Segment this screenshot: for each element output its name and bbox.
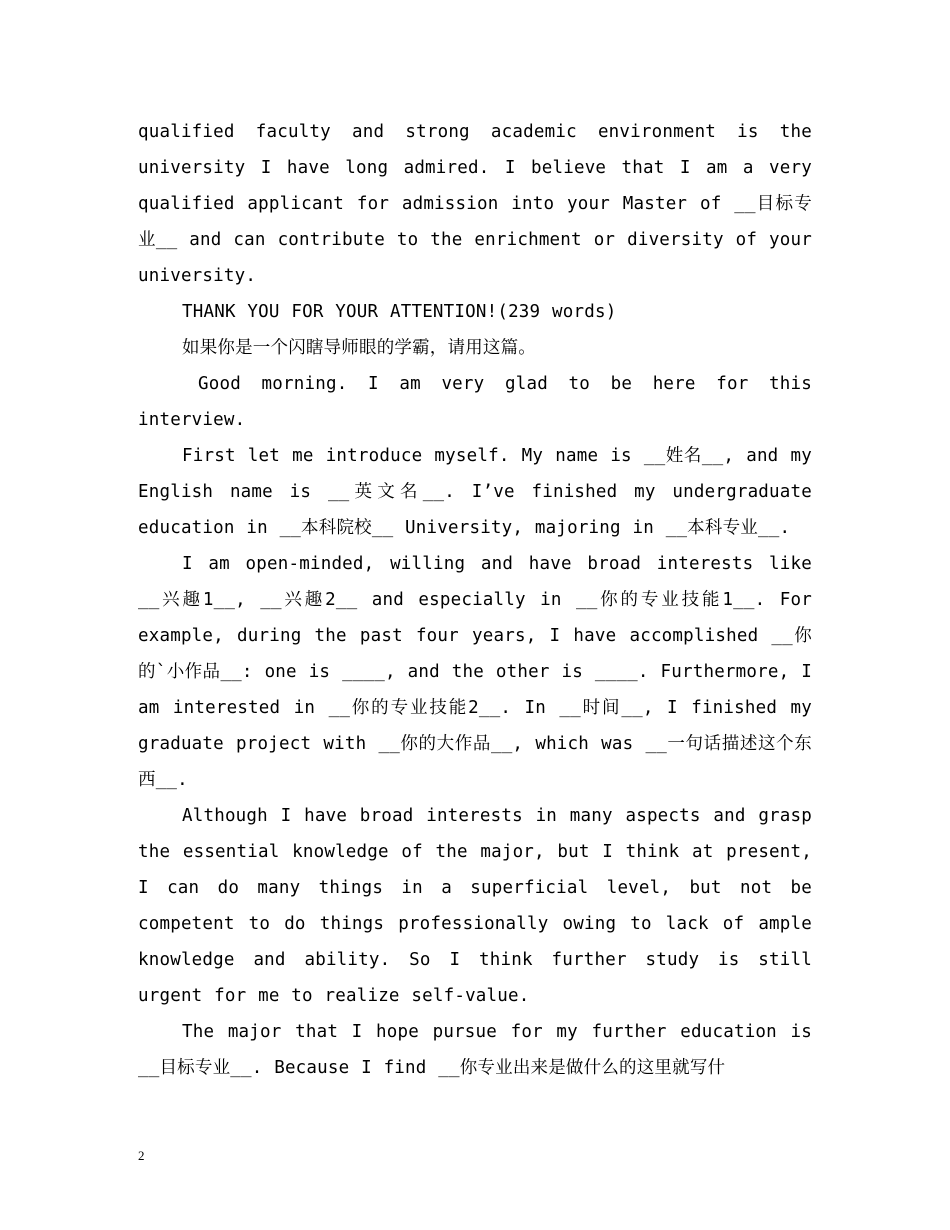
page-number: 2 [138,1148,145,1163]
paragraph-target-major: The major that I hope pursue for my further education is __目标专业__. Because I find __你专业出来是做什么的这里就写什 [138,1022,812,1078]
paragraph-greeting: Good morning. I am very glad to be here for this interview. [138,374,812,430]
paragraph-chinese-note: 如果你是一个闪瞎导师眼的学霸，请用这篇。 [182,338,536,358]
paragraph-continuation: qualified faculty and strong academic environment is the university I have long admired. I believe that I am a very qualified applicant for admission into your Master of __目标专业__ and can contribute to the enrichment or diversity of your university. [138,122,812,286]
paragraph-thank-you: THANK YOU FOR YOUR ATTENTION!(239 words) [182,302,617,322]
document-body [138,114,812,1086]
paragraph-introduction: First let me introduce myself. My name is __姓名__, and my English name is __英文名__. I’ve finished my undergraduate education in __本科院校__ University, majoring in __本科专业__. [138,446,812,538]
paragraph-interests: I am open-minded, willing and have broad interests like __兴趣1__, __兴趣2__ and especially in __你的专业技能1__. For example, during the past four years, I have accomplished __你的`小作品__: one is ____, and the other is ____. Furthermore, I am interested in __你的专业技能2__. In __时间__, I finished my graduate project with __你的大作品__, which was __一句话描述这个东西__. [138,554,812,790]
paragraph-further-study: Although I have broad interests in many aspects and grasp the essential knowledge of the major, but I think at present, I can do many things in a superficial level, but not be competent to do things professionally owing to lack of ample knowledge and ability. So I think further study is still urgent for me to realize self-value. [138,806,812,1006]
